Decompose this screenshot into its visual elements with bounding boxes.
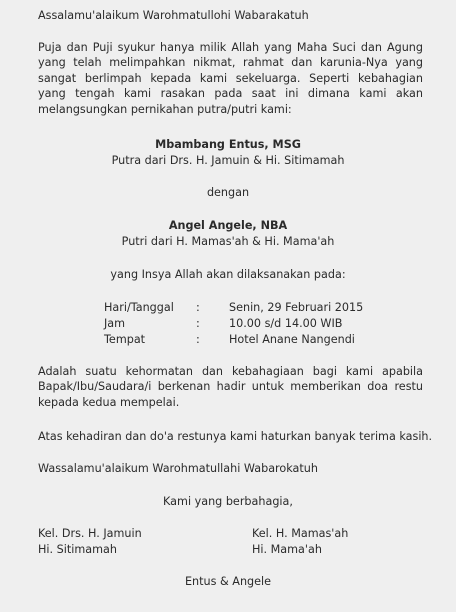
bride-parents: Putri dari H. Mamas'ah & Hi. Mama'ah: [121, 235, 335, 248]
schedule-intro: yang Insya Allah akan dilaksanakan pada:: [110, 268, 346, 281]
groom-family-line1: Kel. Drs. H. Jamuin: [38, 527, 142, 540]
schedule-label: Tempat: [104, 333, 146, 346]
groom-family-line2: Hi. Sitimamah: [38, 543, 117, 556]
groom-parents: Putra dari Drs. H. Jamuin & Hi. Sitimamah: [111, 154, 345, 167]
groom-name: Mbambang Entus, MSG: [155, 138, 301, 151]
schedule-row-date: [0, 300, 456, 315]
bride-family-line1: Kel. H. Mamas'ah: [252, 527, 349, 540]
bride-name: Angel Angele, NBA: [168, 219, 288, 232]
invitation-paragraph: Adalah suatu kehormatan dan kebahagiaan bagi kami apabila Bapak/Ibu/Saudara/i berkenan hadir untuk memberikan doa restu kepada kedua mempelai.: [38, 365, 423, 409]
thanks-text: Atas kehadiran dan do'a restunya kami haturkan banyak terima kasih.: [38, 430, 433, 443]
schedule-label: Jam: [104, 317, 126, 330]
intro-paragraph: Puja dan Puji syukur hanya milik Allah yang Maha Suci dan Agung yang telah melimpahkan nikmat, rahmat dan karunia-Nya yang sangat berlimpah kepada kami sekeluarga. Seperti kebahagian yang tengah kami rasakan pada saat ini dimana kami akan melangsungkan pernikahan putra/putri kami:: [38, 41, 423, 116]
schedule-separator: :: [196, 333, 200, 346]
schedule-value: Senin, 29 Februari 2015: [229, 301, 364, 314]
connector-text: dengan: [206, 186, 250, 199]
schedule-row-time: [0, 316, 456, 331]
schedule-value: Hotel Anane Nangendi: [229, 333, 355, 346]
schedule-value: 10.00 s/d 14.00 WIB: [229, 317, 343, 330]
couple-names: Entus & Angele: [184, 575, 272, 588]
schedule-separator: :: [196, 301, 200, 314]
schedule-separator: :: [196, 317, 200, 330]
closing-greeting: Wassalamu'alaikum Warohmatullahi Wabarokatuh: [38, 462, 318, 475]
signoff-text: Kami yang berbahagia,: [163, 495, 293, 508]
schedule-label: Hari/Tanggal: [104, 301, 174, 314]
schedule-row-place: [0, 332, 456, 347]
opening-greeting: Assalamu'alaikum Warohmatullohi Wabarakatuh: [38, 9, 309, 22]
bride-family-line2: Hi. Mama'ah: [252, 543, 322, 556]
